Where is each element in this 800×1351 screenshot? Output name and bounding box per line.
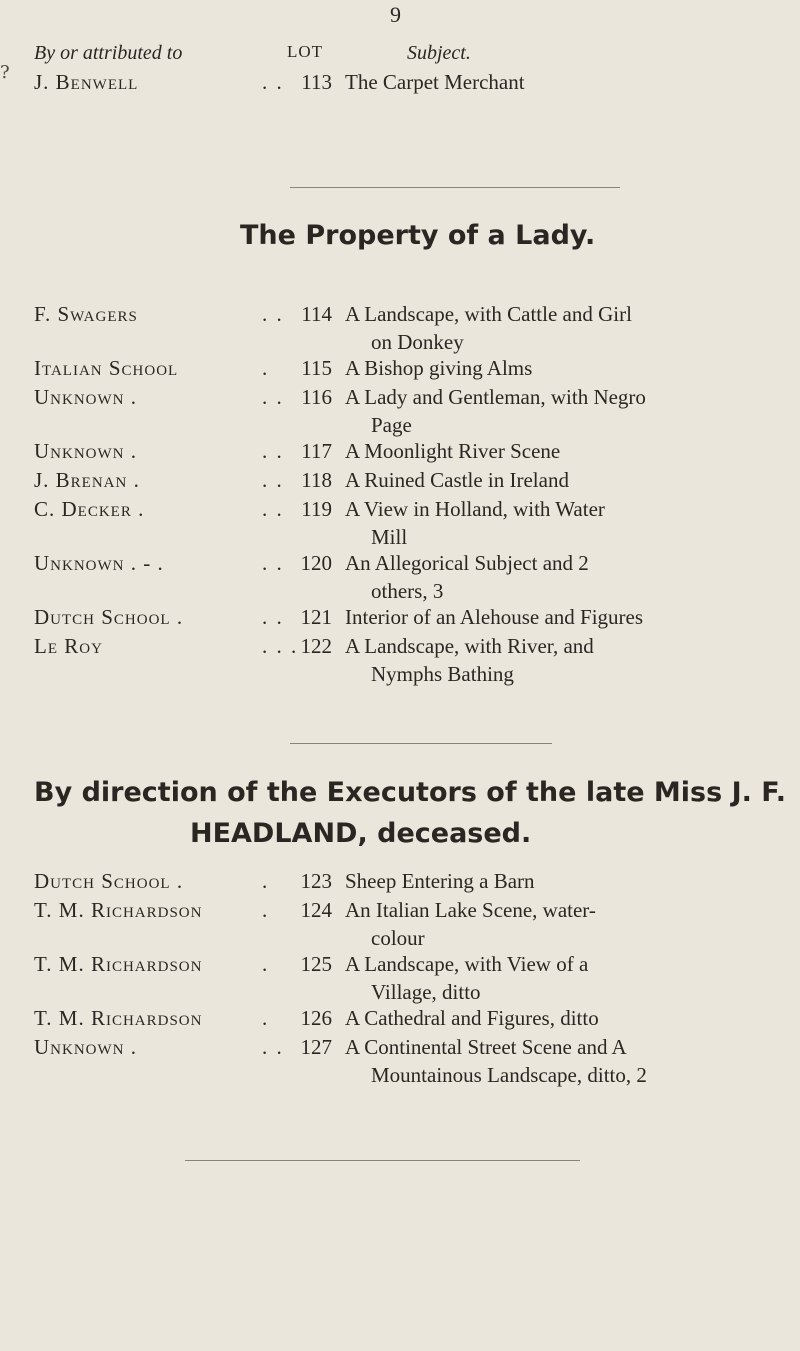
page-number: 9	[390, 2, 401, 27]
lot-number: 122	[300, 634, 332, 658]
artist-name: J. Benwell	[34, 70, 139, 94]
artist-name: Le Roy	[34, 634, 103, 658]
subject-continuation: Mountainous Landscape, ditto, 2	[371, 1063, 647, 1087]
lot-subject	[345, 867, 785, 895]
leader-dots: .	[262, 356, 270, 380]
leader-dots: . .	[262, 70, 284, 94]
artist-name: C. Decker .	[34, 497, 145, 521]
artist-name: Unknown . - .	[34, 551, 164, 575]
lot-number: 126	[300, 1006, 332, 1030]
artist-name: T. M. Richardson	[34, 952, 203, 976]
lot-number: 113	[301, 70, 332, 94]
leader-dots: . .	[262, 497, 284, 521]
leader-dots: .	[262, 898, 270, 922]
margin-mark: ?	[0, 62, 10, 83]
subject-line: An Allegorical Subject and 2	[345, 551, 589, 575]
lot-subject	[345, 383, 785, 439]
leader-dots: . .	[262, 468, 284, 492]
leader-dots: . .	[262, 605, 284, 629]
lot-subject	[345, 354, 785, 382]
subject-continuation: Nymphs Bathing	[371, 662, 514, 686]
lot-number: 117	[301, 439, 332, 463]
artist-name: J. Brenan .	[34, 468, 140, 492]
lot-number: 121	[300, 605, 332, 629]
artist-name: Unknown .	[34, 1035, 137, 1059]
lot-number: 119	[301, 497, 332, 521]
artist-name: Italian School	[34, 356, 179, 380]
artist-name: Unknown .	[34, 385, 137, 409]
lot-number: 124	[300, 898, 332, 922]
leader-dots: . .	[262, 439, 284, 463]
subject-line: A Cathedral and Figures, ditto	[345, 1006, 599, 1030]
lot-number: 120	[300, 551, 332, 575]
lot-subject	[345, 1033, 785, 1089]
subject-continuation: Village, ditto	[371, 980, 481, 1004]
header-subject: Subject.	[407, 42, 471, 64]
artist-name: F. Swagers	[34, 302, 138, 326]
subject-continuation: on Donkey	[371, 330, 464, 354]
subject-line: A Continental Street Scene and A	[345, 1035, 627, 1059]
lot-subject	[345, 466, 785, 494]
subject-line: A Landscape, with River, and	[345, 634, 594, 658]
artist-name: Dutch School .	[34, 869, 184, 893]
subject-continuation: others, 3	[371, 579, 444, 603]
leader-dots: .	[262, 952, 270, 976]
leader-dots: .	[262, 869, 270, 893]
lot-number: 123	[300, 869, 332, 893]
subject-continuation: Page	[371, 413, 412, 437]
lot-subject	[345, 549, 785, 605]
subject-continuation: Mill	[371, 525, 408, 549]
lot-subject	[345, 632, 785, 688]
lot-subject: The Carpet Merchant	[345, 70, 525, 94]
lot-subject	[345, 603, 785, 631]
subject-line: A Landscape, with Cattle and Girl	[345, 302, 632, 326]
header-attributed: By or attributed to	[34, 42, 183, 64]
leader-dots: .	[262, 1006, 270, 1030]
lot-number: 125	[300, 952, 332, 976]
lot-subject	[345, 950, 785, 1006]
subject-line: A Landscape, with View of a	[345, 952, 589, 976]
subject-line: Interior of an Alehouse and Figures	[345, 605, 644, 629]
subject-line: A Ruined Castle in Ireland	[345, 468, 569, 492]
leader-dots: . .	[262, 385, 284, 409]
artist-name: T. M. Richardson	[34, 1006, 203, 1030]
artist-name: Unknown .	[34, 439, 137, 463]
divider	[185, 1160, 580, 1161]
lot-subject	[345, 495, 785, 551]
subject-line: A View in Holland, with Water	[345, 497, 605, 521]
lot-subject	[345, 1004, 785, 1032]
lot-subject	[345, 300, 785, 356]
section-title-sub: HEADLAND, deceased.	[190, 818, 532, 849]
subject-line: Sheep Entering a Barn	[345, 869, 535, 893]
divider	[290, 743, 552, 744]
leader-dots: . . .	[262, 634, 299, 658]
lot-subject	[345, 896, 785, 952]
subject-continuation: colour	[371, 926, 425, 950]
subject-line: An Italian Lake Scene, water-	[345, 898, 596, 922]
lot-number: 116	[301, 385, 332, 409]
subject-line: A Moonlight River Scene	[345, 439, 561, 463]
section-title: The Property of a Lady.	[240, 220, 596, 251]
lot-number: 115	[301, 356, 332, 380]
lot-number: 114	[301, 302, 332, 326]
leader-dots: . .	[262, 1035, 284, 1059]
artist-name: T. M. Richardson	[34, 898, 203, 922]
leader-dots: . .	[262, 551, 284, 575]
lot-number: 118	[301, 468, 332, 492]
header-lot: LOT	[287, 42, 324, 61]
section-title: By direction of the Executors of the late Miss J. F.	[34, 777, 787, 808]
artist-name: Dutch School .	[34, 605, 184, 629]
divider	[290, 187, 620, 188]
leader-dots: . .	[262, 302, 284, 326]
subject-line: A Bishop giving Alms	[345, 356, 533, 380]
lot-subject	[345, 437, 785, 465]
lot-number: 127	[300, 1035, 332, 1059]
subject-line: A Lady and Gentleman, with Negro	[345, 385, 646, 409]
